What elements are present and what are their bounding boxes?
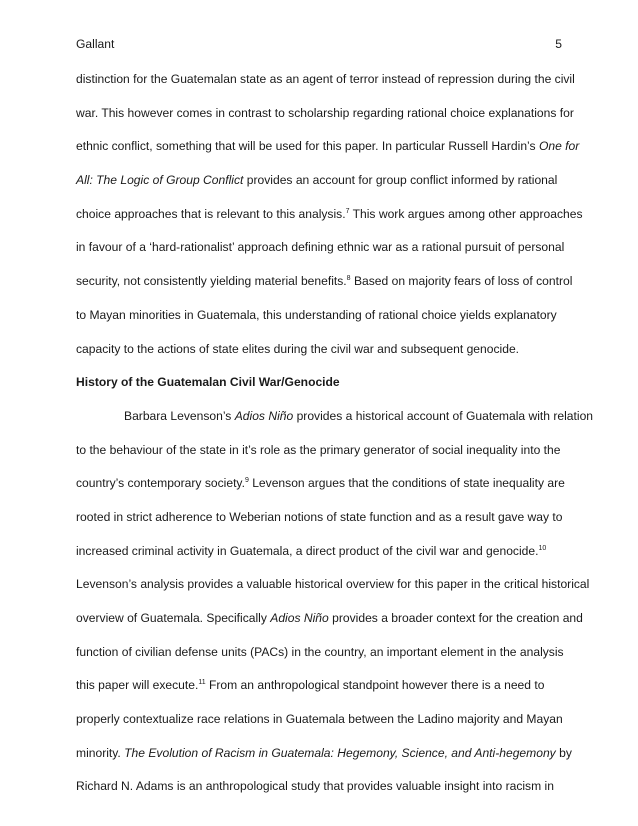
book-title: All: The Logic of Group Conflict xyxy=(76,173,244,188)
text-run: rooted in strict adherence to Weberian notions of state function and as a result gave way to xyxy=(76,509,563,524)
text-run: by xyxy=(555,745,572,760)
text-run: this paper will execute. xyxy=(76,678,199,693)
book-title: The Evolution of Racism in Guatemala: Hegemony, Science, and Anti-hegemony xyxy=(124,745,556,760)
text-line xyxy=(76,171,576,205)
text-run: security, not consistently yielding material benefits. xyxy=(76,274,347,289)
footnote-ref: 10 xyxy=(538,544,547,552)
text-run: minority. xyxy=(76,745,125,760)
text-line xyxy=(76,508,576,542)
text-line xyxy=(76,70,576,104)
text-run: provides a broader context for the creation and xyxy=(328,611,583,625)
text-run: provides an account for group conflict informed by rational xyxy=(243,173,558,188)
text-run: properly contextualize race relations in Guatemala between the Ladino majority and Mayan xyxy=(76,712,563,727)
book-title: Adios Niño xyxy=(234,408,294,423)
text-line xyxy=(76,272,576,306)
text-line xyxy=(76,676,576,710)
book-title: One for xyxy=(538,139,580,154)
footnote-ref: 9 xyxy=(244,477,249,485)
text-line xyxy=(76,575,590,609)
text-run: to Mayan minorities in Guatemala, this understanding of rational choice yields explanatory xyxy=(76,307,557,322)
text-line xyxy=(76,238,576,272)
text-run: choice approaches that is relevant to this analysis. xyxy=(76,206,346,221)
text-run: distinction for the Guatemalan state as an agent of terror instead of repression during the civil xyxy=(76,72,575,86)
text-run: to the behaviour of the state in it’s role as the primary generator of social inequality into the xyxy=(76,442,561,457)
text-line xyxy=(76,542,576,576)
page-header xyxy=(76,37,562,55)
text-line xyxy=(76,205,583,239)
text-line xyxy=(76,137,580,171)
text-run: function of civilian defense units (PACs) in the country, an important element in the analysis xyxy=(76,644,564,659)
page-number: 5 xyxy=(555,37,562,51)
text-run: This work argues among other approaches xyxy=(349,206,583,221)
text-run: country’s contemporary society. xyxy=(76,476,245,491)
text-line xyxy=(76,306,576,340)
text-run: Levenson argues that the conditions of state inequality are xyxy=(248,476,565,491)
text-line xyxy=(76,609,583,643)
header-author: Gallant xyxy=(76,37,115,51)
text-line xyxy=(76,474,576,508)
text-run: ethnic conflict, something that will be used for this paper. In particular Russell Hardin’s xyxy=(76,139,539,154)
footnote-ref: 11 xyxy=(198,679,206,687)
text-run: Levenson’s analysis provides a valuable historical overview for this paper in the critical historical xyxy=(76,577,590,592)
text-line xyxy=(76,441,576,475)
text-line xyxy=(76,710,576,744)
text-run: capacity to the actions of state elites during the civil war and subsequent genocide. xyxy=(76,341,520,356)
book-title: Adios Niño xyxy=(270,611,329,625)
text-run: Barbara Levenson’s xyxy=(124,408,235,423)
text-run: increased criminal activity in Guatemala, a direct product of the civil war and genocide. xyxy=(76,543,539,558)
text-run: Richard N. Adams is an anthropological study that provides valuable insight into racism in xyxy=(76,779,554,794)
body-text xyxy=(76,70,594,811)
text-run: From an anthropological standpoint however there is a need to xyxy=(205,678,545,693)
text-line xyxy=(76,340,576,374)
text-run: Based on majority fears of loss of control xyxy=(350,274,573,289)
text-line xyxy=(76,407,594,441)
text-run: provides a historical account of Guatemala with relation xyxy=(293,408,594,423)
text-line xyxy=(76,777,576,811)
text-run: overview of Guatemala. Specifically xyxy=(76,611,271,625)
text-run: in favour of a ‘hard-rationalist’ approach defining ethnic war as a rational pursuit of personal xyxy=(76,240,565,255)
text-line xyxy=(76,104,576,138)
footnote-ref: 8 xyxy=(346,275,351,283)
text-line xyxy=(76,744,576,778)
text-line xyxy=(76,643,576,677)
section-heading: History of the Guatemalan Civil War/Genocide xyxy=(76,375,340,390)
text-run: war. This however comes in contrast to scholarship regarding rational choice explanations for xyxy=(76,105,574,120)
footnote-ref: 7 xyxy=(345,207,350,215)
